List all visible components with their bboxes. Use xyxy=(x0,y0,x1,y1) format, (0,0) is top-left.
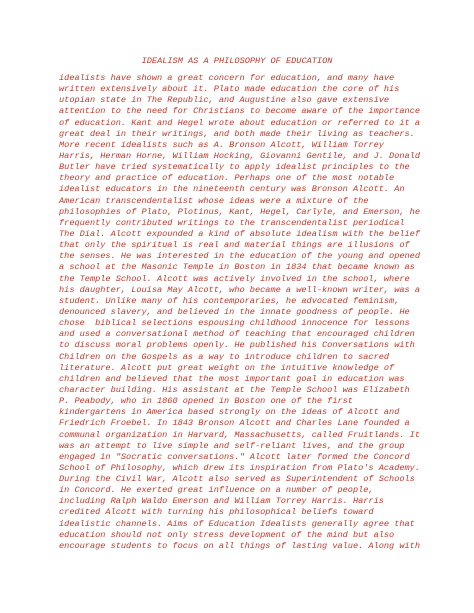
document-text-line: Butler have tried systematically to apply idealist principles to the xyxy=(59,162,410,173)
document-text-line: great deal in their writings, and both made their living as teachers. xyxy=(59,128,415,139)
document-text-line: education should not only stress development of the mind but also xyxy=(59,529,395,540)
document-text-line: written extensively about it. Plato made education the core of his xyxy=(59,84,400,95)
document-text-line: to discuss moral problems openly. He published his Conversations with xyxy=(59,340,415,351)
document-text-line: literature. Alcott put great weight on the intuitive knowledge of xyxy=(59,362,395,373)
document-text-line: including Ralph Waldo Emerson and William Torrey Harris. Harris xyxy=(59,496,384,507)
document-text-line: denounced slavery, and believed in the innate goodness of people. He xyxy=(59,306,410,317)
document-text-line: student. Unlike many of his contemporaries, he advocated feminism, xyxy=(59,295,400,306)
document-text-line: theory and practice of education. Perhaps one of the most notable xyxy=(59,173,395,184)
document-text-line: During the Civil War, Alcott also served as Superintendent of Schools xyxy=(59,474,415,485)
document-text-line: utopian state in The Republic, and Augustine also gave extensive xyxy=(59,95,390,106)
document-text-line: character building. His assistant at the Temple School was Elizabeth xyxy=(59,384,410,395)
document-text-line: credited Alcott with turning his philosophical beliefs toward xyxy=(59,507,374,518)
document-text-line: attention to the need for Christians to become aware of the importance xyxy=(59,106,420,117)
document-text-line: children and believed that the most important goal in education was xyxy=(59,373,405,384)
document-text-line: the Temple School. Alcott was actively involved in the school, where xyxy=(59,273,410,284)
document-title: IDEALISM AS A PHILOSOPHY OF EDUCATION xyxy=(141,56,333,66)
document-text-line: and used a conversational method of teaching that encouraged children xyxy=(59,329,415,340)
document-text-line: Friedrich Froebel. In 1843 Bronson Alcott and Charles Lane founded a xyxy=(59,418,410,429)
document-body xyxy=(59,73,474,552)
document-text-line: kindergartens in America based strongly on the ideas of Alcott and xyxy=(59,407,400,418)
document-text-line: idealist educators in the nineteenth century was Bronson Alcott. An xyxy=(59,184,405,195)
document-text-line: American transcendentalist whose ideas were a mixture of the xyxy=(59,195,369,206)
document-text-line: was an attempt to live simple and self-reliant lives, and the group xyxy=(59,440,405,451)
document-text-line: his daughter, Louisa May Alcott, who became a well-known writer, was a xyxy=(59,284,420,295)
document-text-line: communal organization in Harvard, Massachusetts, called Fruitlands. It xyxy=(59,429,420,440)
document-text-line: Harris, Herman Horne, William Hocking, Giovanni Gentile, and J. Donald xyxy=(59,150,420,161)
document-text-line: More recent idealists such as A. Bronson Alcott, William Torrey xyxy=(59,139,384,150)
document-text-line: frequently contributed writings to the transcendentalist periodical xyxy=(59,217,405,228)
document-text-line: the senses. He was interested in the education of the young and opened xyxy=(59,251,420,262)
document-text-line: encourage students to focus on all things of lasting value. Along with xyxy=(59,540,420,551)
document-text-line: idealistic channels. Aims of Education Idealists generally agree that xyxy=(59,518,415,529)
document-text-line: that only the spiritual is real and material things are illusions of xyxy=(59,240,410,251)
document-text-line: P. Peabody, who in 1860 opened in Boston one of the first xyxy=(59,396,353,407)
document-text-line: engaged in "Socratic conversations." Alcott later formed the Concord xyxy=(59,451,410,462)
document-text-line: School of Philosophy, which drew its inspiration from Plato's Academy. xyxy=(59,462,420,473)
document-text-line: philosophies of Plato, Plotinus, Kant, Hegel, Carlyle, and Emerson, he xyxy=(59,206,420,217)
document-text-line: idealists have shown a great concern for education, and many have xyxy=(59,73,395,83)
document-text-line: of education. Kant and Hegel wrote about education or referred to it a xyxy=(59,117,420,128)
document-text-line: in Concord. He exerted great influence on a number of people, xyxy=(59,485,374,496)
document-text-line: The Dial. Alcott expounded a kind of absolute idealism with the belief xyxy=(59,228,420,239)
document-text-line: a school at the Masonic Temple in Boston in 1834 that became known as xyxy=(59,262,415,273)
document-text-line: chose biblical selections espousing childhood innocence for lessons xyxy=(59,318,410,329)
document-text-line: Children on the Gospels as a way to introduce children to sacred xyxy=(59,351,390,362)
